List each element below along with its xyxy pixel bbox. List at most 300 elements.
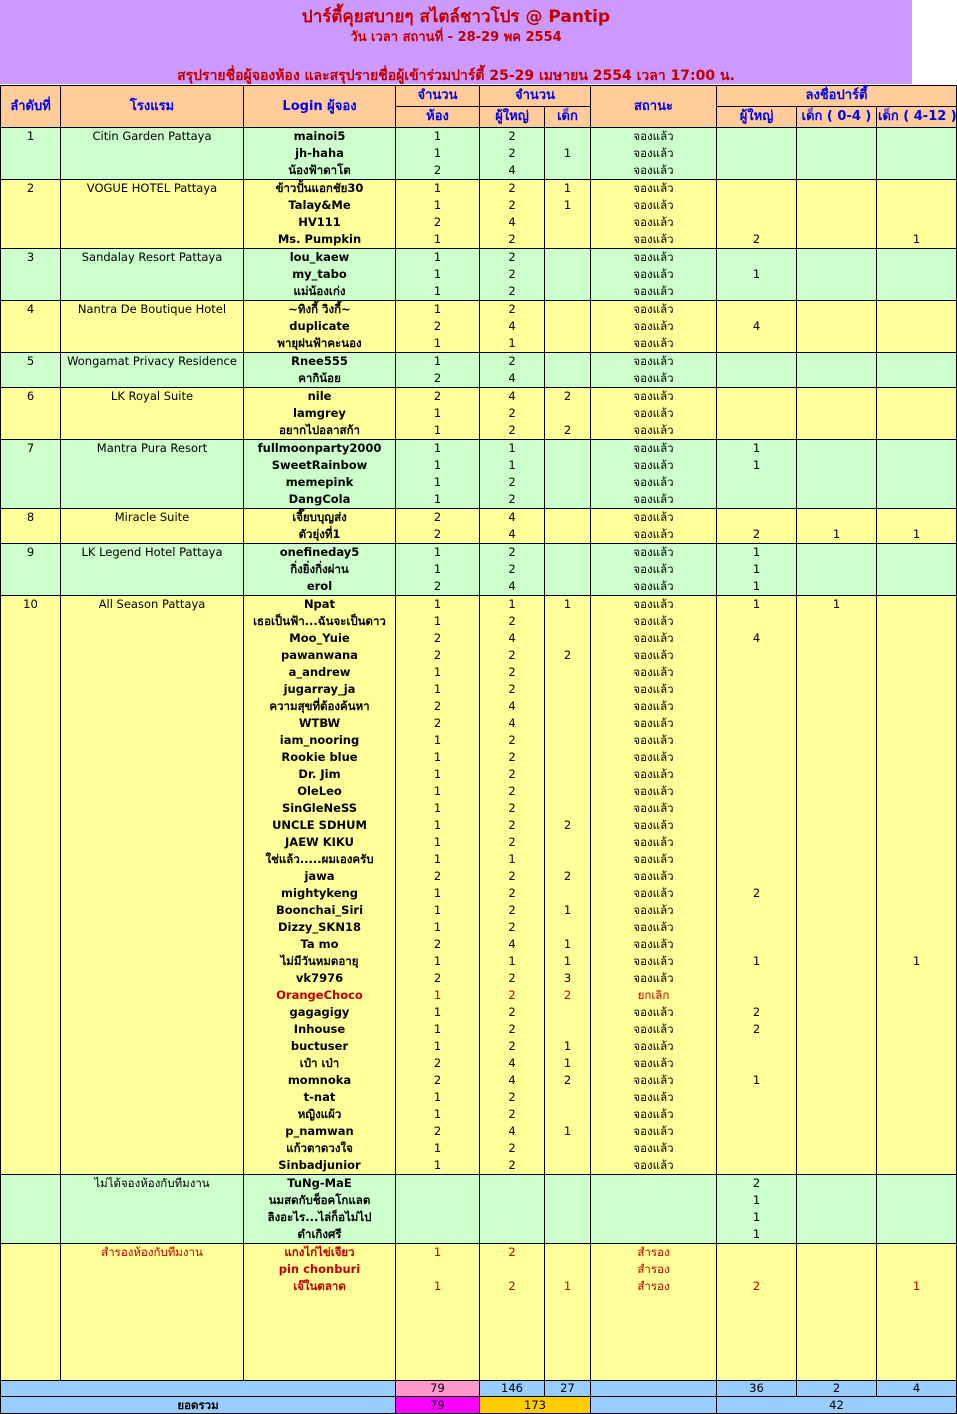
cell-kids [545, 1209, 591, 1226]
blank-cell [591, 1346, 717, 1363]
cell-reg-kids-4-12 [877, 868, 957, 885]
cell-rooms: 1 [396, 1089, 480, 1106]
cell-adults: 4 [480, 318, 545, 335]
cell-reg-adults: 4 [717, 318, 797, 335]
blank-cell [396, 1312, 480, 1329]
cell-kids: 2 [545, 422, 591, 440]
cell-rooms [396, 1226, 480, 1244]
cell-status: จองแล้ว [591, 353, 717, 371]
cell-reg-kids-0-4 [797, 647, 877, 664]
cell-reg-adults [717, 353, 797, 371]
group-hotel: Sandalay Resort Pattaya [61, 249, 244, 301]
cell-login: น้องฟ้าดาโต [244, 162, 396, 180]
cell-rooms: 2 [396, 162, 480, 180]
grand-total-registered: 42 [717, 1396, 957, 1413]
cell-reg-kids-4-12 [877, 1175, 957, 1193]
blank-cell [717, 1346, 797, 1363]
cell-reg-adults: 1 [717, 596, 797, 614]
cell-rooms: 1 [396, 561, 480, 578]
blank-cell [877, 1312, 957, 1329]
group-hotel: LK Legend Hotel Pattaya [61, 544, 244, 596]
cell-reg-kids-4-12 [877, 578, 957, 596]
cell-reg-kids-0-4 [797, 732, 877, 749]
cell-reg-kids-0-4 [797, 491, 877, 509]
cell-reg-kids-4-12 [877, 301, 957, 319]
cell-reg-kids-4-12 [877, 1038, 957, 1055]
cell-login: Dizzy_SKN18 [244, 919, 396, 936]
cell-reg-kids-0-4 [797, 1106, 877, 1123]
blank-cell [877, 1295, 957, 1312]
cell-reg-adults [717, 1106, 797, 1123]
cell-reg-adults: 2 [717, 1021, 797, 1038]
cell-status: จองแล้ว [591, 1123, 717, 1140]
cell-reg-kids-0-4 [797, 301, 877, 319]
cell-login: iam_nooring [244, 732, 396, 749]
cell-reg-kids-0-4 [797, 509, 877, 527]
cell-kids [545, 1157, 591, 1175]
cell-reg-kids-0-4 [797, 885, 877, 902]
cell-reg-kids-4-12 [877, 249, 957, 267]
cell-reg-adults [717, 834, 797, 851]
cell-login: onefineday5 [244, 544, 396, 562]
cell-kids [545, 1244, 591, 1262]
cell-kids [545, 301, 591, 319]
cell-adults: 4 [480, 936, 545, 953]
cell-login: mightykeng [244, 885, 396, 902]
cell-reg-kids-4-12 [877, 613, 957, 630]
cell-status: จองแล้ว [591, 1072, 717, 1089]
cell-reg-kids-0-4 [797, 715, 877, 732]
cell-reg-kids-0-4 [797, 1123, 877, 1140]
cell-rooms: 2 [396, 318, 480, 335]
cell-reg-kids-0-4 [797, 1226, 877, 1244]
blank-cell [877, 1329, 957, 1346]
cell-login: Rnee555 [244, 353, 396, 371]
blank-cell [797, 1329, 877, 1346]
cell-kids [545, 885, 591, 902]
cell-adults [480, 1175, 545, 1193]
cell-reg-kids-4-12 [877, 128, 957, 146]
col-header-reg-kids-0-4: เด็ก ( 0-4 ) [797, 107, 877, 128]
cell-rooms [396, 1261, 480, 1278]
cell-status: จองแล้ว [591, 868, 717, 885]
cell-rooms: 1 [396, 231, 480, 249]
cell-reg-kids-0-4 [797, 1038, 877, 1055]
cell-login: TuNg-MaE [244, 1175, 396, 1193]
cell-reg-adults: 4 [717, 630, 797, 647]
cell-status: จองแล้ว [591, 526, 717, 544]
cell-adults: 1 [480, 457, 545, 474]
cell-status: จองแล้ว [591, 715, 717, 732]
cell-rooms: 1 [396, 440, 480, 458]
cell-adults: 4 [480, 578, 545, 596]
cell-adults: 2 [480, 231, 545, 249]
cell-reg-kids-4-12 [877, 1209, 957, 1226]
cell-adults: 4 [480, 1072, 545, 1089]
cell-reg-kids-4-12 [877, 457, 957, 474]
cell-status: จองแล้ว [591, 1157, 717, 1175]
cell-adults: 2 [480, 353, 545, 371]
cell-login: Talay&Me [244, 197, 396, 214]
cell-reg-kids-0-4 [797, 1072, 877, 1089]
cell-reg-kids-4-12 [877, 1004, 957, 1021]
cell-status: จองแล้ว [591, 1089, 717, 1106]
cell-rooms: 1 [396, 1157, 480, 1175]
grand-total-status-blank [591, 1396, 717, 1413]
cell-reg-kids-4-12 [877, 145, 957, 162]
total-reg-kids-0-4: 2 [797, 1380, 877, 1396]
group-number: 5 [1, 353, 61, 388]
cell-kids [545, 698, 591, 715]
cell-adults: 2 [480, 1038, 545, 1055]
cell-reg-adults [717, 509, 797, 527]
cell-reg-kids-4-12 [877, 698, 957, 715]
cell-reg-adults [717, 474, 797, 491]
group-number: 3 [1, 249, 61, 301]
cell-reg-kids-4-12 [877, 561, 957, 578]
blank-cell [480, 1346, 545, 1363]
cell-kids [545, 353, 591, 371]
cell-adults: 4 [480, 715, 545, 732]
cell-adults: 1 [480, 851, 545, 868]
cell-adults: 2 [480, 647, 545, 664]
cell-kids: 2 [545, 817, 591, 834]
cell-kids: 1 [545, 1123, 591, 1140]
cell-adults: 2 [480, 681, 545, 698]
cell-kids [545, 1004, 591, 1021]
cell-rooms: 1 [396, 457, 480, 474]
cell-reg-adults [717, 283, 797, 301]
cell-reg-kids-4-12 [877, 1261, 957, 1278]
cell-reg-adults: 1 [717, 544, 797, 562]
cell-login: gagagigy [244, 1004, 396, 1021]
grand-total-rooms: 79 [396, 1396, 480, 1413]
cell-login: อยากไปอลาสก้า [244, 422, 396, 440]
cell-adults: 2 [480, 868, 545, 885]
cell-adults: 2 [480, 732, 545, 749]
cell-reg-kids-0-4 [797, 613, 877, 630]
cell-kids [545, 1261, 591, 1278]
cell-kids: 1 [545, 596, 591, 614]
cell-status: จองแล้ว [591, 214, 717, 231]
cell-kids [545, 749, 591, 766]
cell-login: OrangeChoco [244, 987, 396, 1004]
cell-adults: 2 [480, 301, 545, 319]
cell-login: p_namwan [244, 1123, 396, 1140]
cell-rooms: 1 [396, 596, 480, 614]
cell-rooms: 1 [396, 902, 480, 919]
cell-status: จองแล้ว [591, 561, 717, 578]
cell-login: memepink [244, 474, 396, 491]
cell-reg-kids-0-4: 1 [797, 596, 877, 614]
cell-kids: 1 [545, 197, 591, 214]
cell-status: จองแล้ว [591, 970, 717, 987]
cell-rooms [396, 1175, 480, 1193]
cell-kids [545, 834, 591, 851]
cell-login: เจี๊ยบบุญส่ง [244, 509, 396, 527]
cell-reg-adults: 1 [717, 561, 797, 578]
cell-reg-adults [717, 732, 797, 749]
grand-total-label: ยอดรวม [1, 1396, 396, 1413]
cell-reg-adults [717, 370, 797, 388]
cell-reg-kids-0-4 [797, 936, 877, 953]
cell-login: ไม่มีวันหมดอายุ [244, 953, 396, 970]
cell-adults: 4 [480, 162, 545, 180]
cell-adults: 2 [480, 749, 545, 766]
title-banner [0, 0, 912, 84]
cell-reg-kids-0-4 [797, 405, 877, 422]
totals-label-blank [1, 1380, 396, 1396]
cell-rooms: 1 [396, 800, 480, 817]
cell-kids [545, 318, 591, 335]
group-number: 6 [1, 388, 61, 440]
cell-status: สำรอง [591, 1261, 717, 1278]
cell-kids [545, 491, 591, 509]
cell-reg-adults [717, 783, 797, 800]
cell-rooms [396, 1209, 480, 1226]
cell-status: จองแล้ว [591, 440, 717, 458]
cell-adults: 4 [480, 1055, 545, 1072]
blank-cell [480, 1363, 545, 1380]
cell-kids [545, 1089, 591, 1106]
cell-status: จองแล้ว [591, 249, 717, 267]
table-row [1, 596, 957, 614]
cell-adults: 4 [480, 214, 545, 231]
cell-reg-kids-0-4 [797, 544, 877, 562]
cell-rooms: 1 [396, 1244, 480, 1262]
group-number: 8 [1, 509, 61, 544]
blank-cell [244, 1329, 396, 1346]
cell-status: จองแล้ว [591, 1021, 717, 1038]
cell-status: จองแล้ว [591, 783, 717, 800]
cell-login: nile [244, 388, 396, 406]
cell-adults: 2 [480, 128, 545, 146]
cell-kids [545, 561, 591, 578]
cell-login: ~ทิงกี้ วิงกี้~ [244, 301, 396, 319]
cell-login: พายุฝนฟ้าคะนอง [244, 335, 396, 353]
cell-reg-kids-0-4 [797, 970, 877, 987]
table-row [1, 353, 957, 371]
cell-adults: 2 [480, 561, 545, 578]
cell-status: สำรอง [591, 1278, 717, 1295]
cell-reg-kids-4-12 [877, 732, 957, 749]
cell-reg-adults: 1 [717, 1209, 797, 1226]
col-header-kids: เด็ก [545, 107, 591, 128]
cell-rooms: 1 [396, 180, 480, 198]
cell-status: จองแล้ว [591, 817, 717, 834]
cell-reg-adults: 1 [717, 953, 797, 970]
cell-status: จองแล้ว [591, 766, 717, 783]
cell-rooms: 1 [396, 1021, 480, 1038]
cell-reg-kids-4-12 [877, 1192, 957, 1209]
cell-adults: 2 [480, 544, 545, 562]
cell-login: กิ่งยิ่งกิ่งผ่าน [244, 561, 396, 578]
cell-kids: 2 [545, 1072, 591, 1089]
cell-reg-kids-0-4 [797, 283, 877, 301]
total-adults: 146 [480, 1380, 545, 1396]
cell-reg-adults [717, 145, 797, 162]
cell-reg-kids-4-12 [877, 1244, 957, 1262]
cell-status: จองแล้ว [591, 370, 717, 388]
cell-kids [545, 1140, 591, 1157]
group-number: 4 [1, 301, 61, 353]
cell-reg-kids-4-12 [877, 817, 957, 834]
cell-reg-kids-0-4 [797, 766, 877, 783]
cell-reg-adults [717, 970, 797, 987]
cell-kids [545, 283, 591, 301]
cell-reg-adults: 1 [717, 457, 797, 474]
cell-reg-adults [717, 987, 797, 1004]
cell-reg-kids-4-12 [877, 318, 957, 335]
cell-adults: 2 [480, 1106, 545, 1123]
cell-reg-adults [717, 422, 797, 440]
cell-reg-kids-0-4 [797, 1021, 877, 1038]
cell-kids: 2 [545, 987, 591, 1004]
cell-kids [545, 681, 591, 698]
table-row [1, 1175, 957, 1193]
cell-reg-kids-4-12 [877, 970, 957, 987]
cell-login: ใช่แล้ว.....ผมเองครับ [244, 851, 396, 868]
cell-adults [480, 1192, 545, 1209]
blank-cell [244, 1363, 396, 1380]
cell-kids [545, 732, 591, 749]
cell-status: จองแล้ว [591, 388, 717, 406]
cell-reg-kids-4-12 [877, 936, 957, 953]
cell-reg-adults: 2 [717, 1004, 797, 1021]
cell-rooms: 2 [396, 509, 480, 527]
cell-adults: 2 [480, 902, 545, 919]
cell-adults: 2 [480, 834, 545, 851]
cell-kids: 1 [545, 1055, 591, 1072]
cell-login: เป๋า เป่า [244, 1055, 396, 1072]
cell-reg-kids-0-4 [797, 1157, 877, 1175]
grand-total-people: 173 [480, 1396, 591, 1413]
blank-cell [396, 1295, 480, 1312]
group-hotel: All Season Pattaya [61, 596, 244, 1175]
cell-reg-adults: 1 [717, 1072, 797, 1089]
cell-login: Sinbadjunior [244, 1157, 396, 1175]
cell-adults: 2 [480, 766, 545, 783]
cell-reg-kids-0-4 [797, 1004, 877, 1021]
cell-reg-kids-4-12 [877, 851, 957, 868]
cell-reg-kids-0-4 [797, 817, 877, 834]
cell-adults: 4 [480, 509, 545, 527]
totals [1, 1380, 957, 1413]
cell-reg-kids-0-4 [797, 1278, 877, 1295]
cell-adults: 2 [480, 1021, 545, 1038]
cell-kids [545, 1226, 591, 1244]
cell-status [591, 1192, 717, 1209]
cell-adults: 2 [480, 180, 545, 198]
cell-kids [545, 1021, 591, 1038]
cell-reg-adults [717, 128, 797, 146]
total-reg-adults: 36 [717, 1380, 797, 1396]
cell-rooms: 1 [396, 1106, 480, 1123]
cell-status: จองแล้ว [591, 162, 717, 180]
blank-cell [545, 1295, 591, 1312]
cell-rooms: 1 [396, 128, 480, 146]
cell-adults: 1 [480, 953, 545, 970]
group-hotel: Mantra Pura Resort [61, 440, 244, 509]
cell-login: my_tabo [244, 266, 396, 283]
cell-rooms: 1 [396, 266, 480, 283]
cell-adults: 1 [480, 596, 545, 614]
total-kids: 27 [545, 1380, 591, 1396]
cell-status: จองแล้ว [591, 180, 717, 198]
cell-rooms: 1 [396, 987, 480, 1004]
cell-reg-kids-4-12: 1 [877, 526, 957, 544]
cell-reg-kids-0-4 [797, 800, 877, 817]
col-header-reg-adults: ผู้ใหญ่ [717, 107, 797, 128]
cell-rooms: 1 [396, 732, 480, 749]
cell-reg-kids-0-4 [797, 370, 877, 388]
cell-reg-kids-4-12 [877, 162, 957, 180]
cell-adults: 4 [480, 526, 545, 544]
cell-reg-adults [717, 301, 797, 319]
cell-adults: 4 [480, 698, 545, 715]
cell-reg-adults [717, 249, 797, 267]
cell-login: ดำเกิงศรี [244, 1226, 396, 1244]
cell-reg-kids-4-12 [877, 197, 957, 214]
cell-reg-kids-4-12: 1 [877, 231, 957, 249]
cell-status: จองแล้ว [591, 457, 717, 474]
cell-reg-kids-0-4 [797, 249, 877, 267]
cell-kids [545, 578, 591, 596]
cell-reg-adults [717, 919, 797, 936]
cell-reg-kids-0-4 [797, 698, 877, 715]
cell-login: mainoi5 [244, 128, 396, 146]
cell-reg-kids-4-12 [877, 834, 957, 851]
cell-reg-kids-4-12 [877, 1157, 957, 1175]
cell-rooms: 1 [396, 301, 480, 319]
cell-kids: 1 [545, 180, 591, 198]
table-row [1, 544, 957, 562]
cell-reg-kids-4-12 [877, 491, 957, 509]
cell-reg-adults [717, 1261, 797, 1278]
sheet-subtitle: วัน เวลา สถานที่ - 28-29 พค 2554 [350, 30, 562, 45]
cell-login: lamgrey [244, 405, 396, 422]
cell-kids: 1 [545, 936, 591, 953]
cell-status: จองแล้ว [591, 491, 717, 509]
blank-cell [545, 1329, 591, 1346]
cell-rooms: 1 [396, 405, 480, 422]
cell-rooms: 2 [396, 868, 480, 885]
cell-reg-kids-4-12 [877, 335, 957, 353]
cell-rooms: 2 [396, 647, 480, 664]
cell-reg-kids-0-4 [797, 1209, 877, 1226]
cell-adults [480, 1209, 545, 1226]
cell-reg-kids-0-4 [797, 318, 877, 335]
cell-reg-kids-4-12 [877, 885, 957, 902]
cell-rooms: 1 [396, 1140, 480, 1157]
blank-cell [396, 1363, 480, 1380]
cell-reg-adults: 1 [717, 440, 797, 458]
cell-kids [545, 630, 591, 647]
cell-reg-kids-4-12 [877, 1106, 957, 1123]
cell-reg-adults [717, 1055, 797, 1072]
cell-adults: 2 [480, 987, 545, 1004]
cell-login: fullmoonparty2000 [244, 440, 396, 458]
group-hotel: Citin Garden Pattaya [61, 128, 244, 180]
cell-rooms: 1 [396, 817, 480, 834]
cell-status: จองแล้ว [591, 885, 717, 902]
cell-status: จองแล้ว [591, 936, 717, 953]
cell-kids [545, 1192, 591, 1209]
group-number: 2 [1, 180, 61, 249]
cell-adults: 2 [480, 491, 545, 509]
cell-rooms: 2 [396, 578, 480, 596]
cell-reg-kids-0-4 [797, 474, 877, 491]
